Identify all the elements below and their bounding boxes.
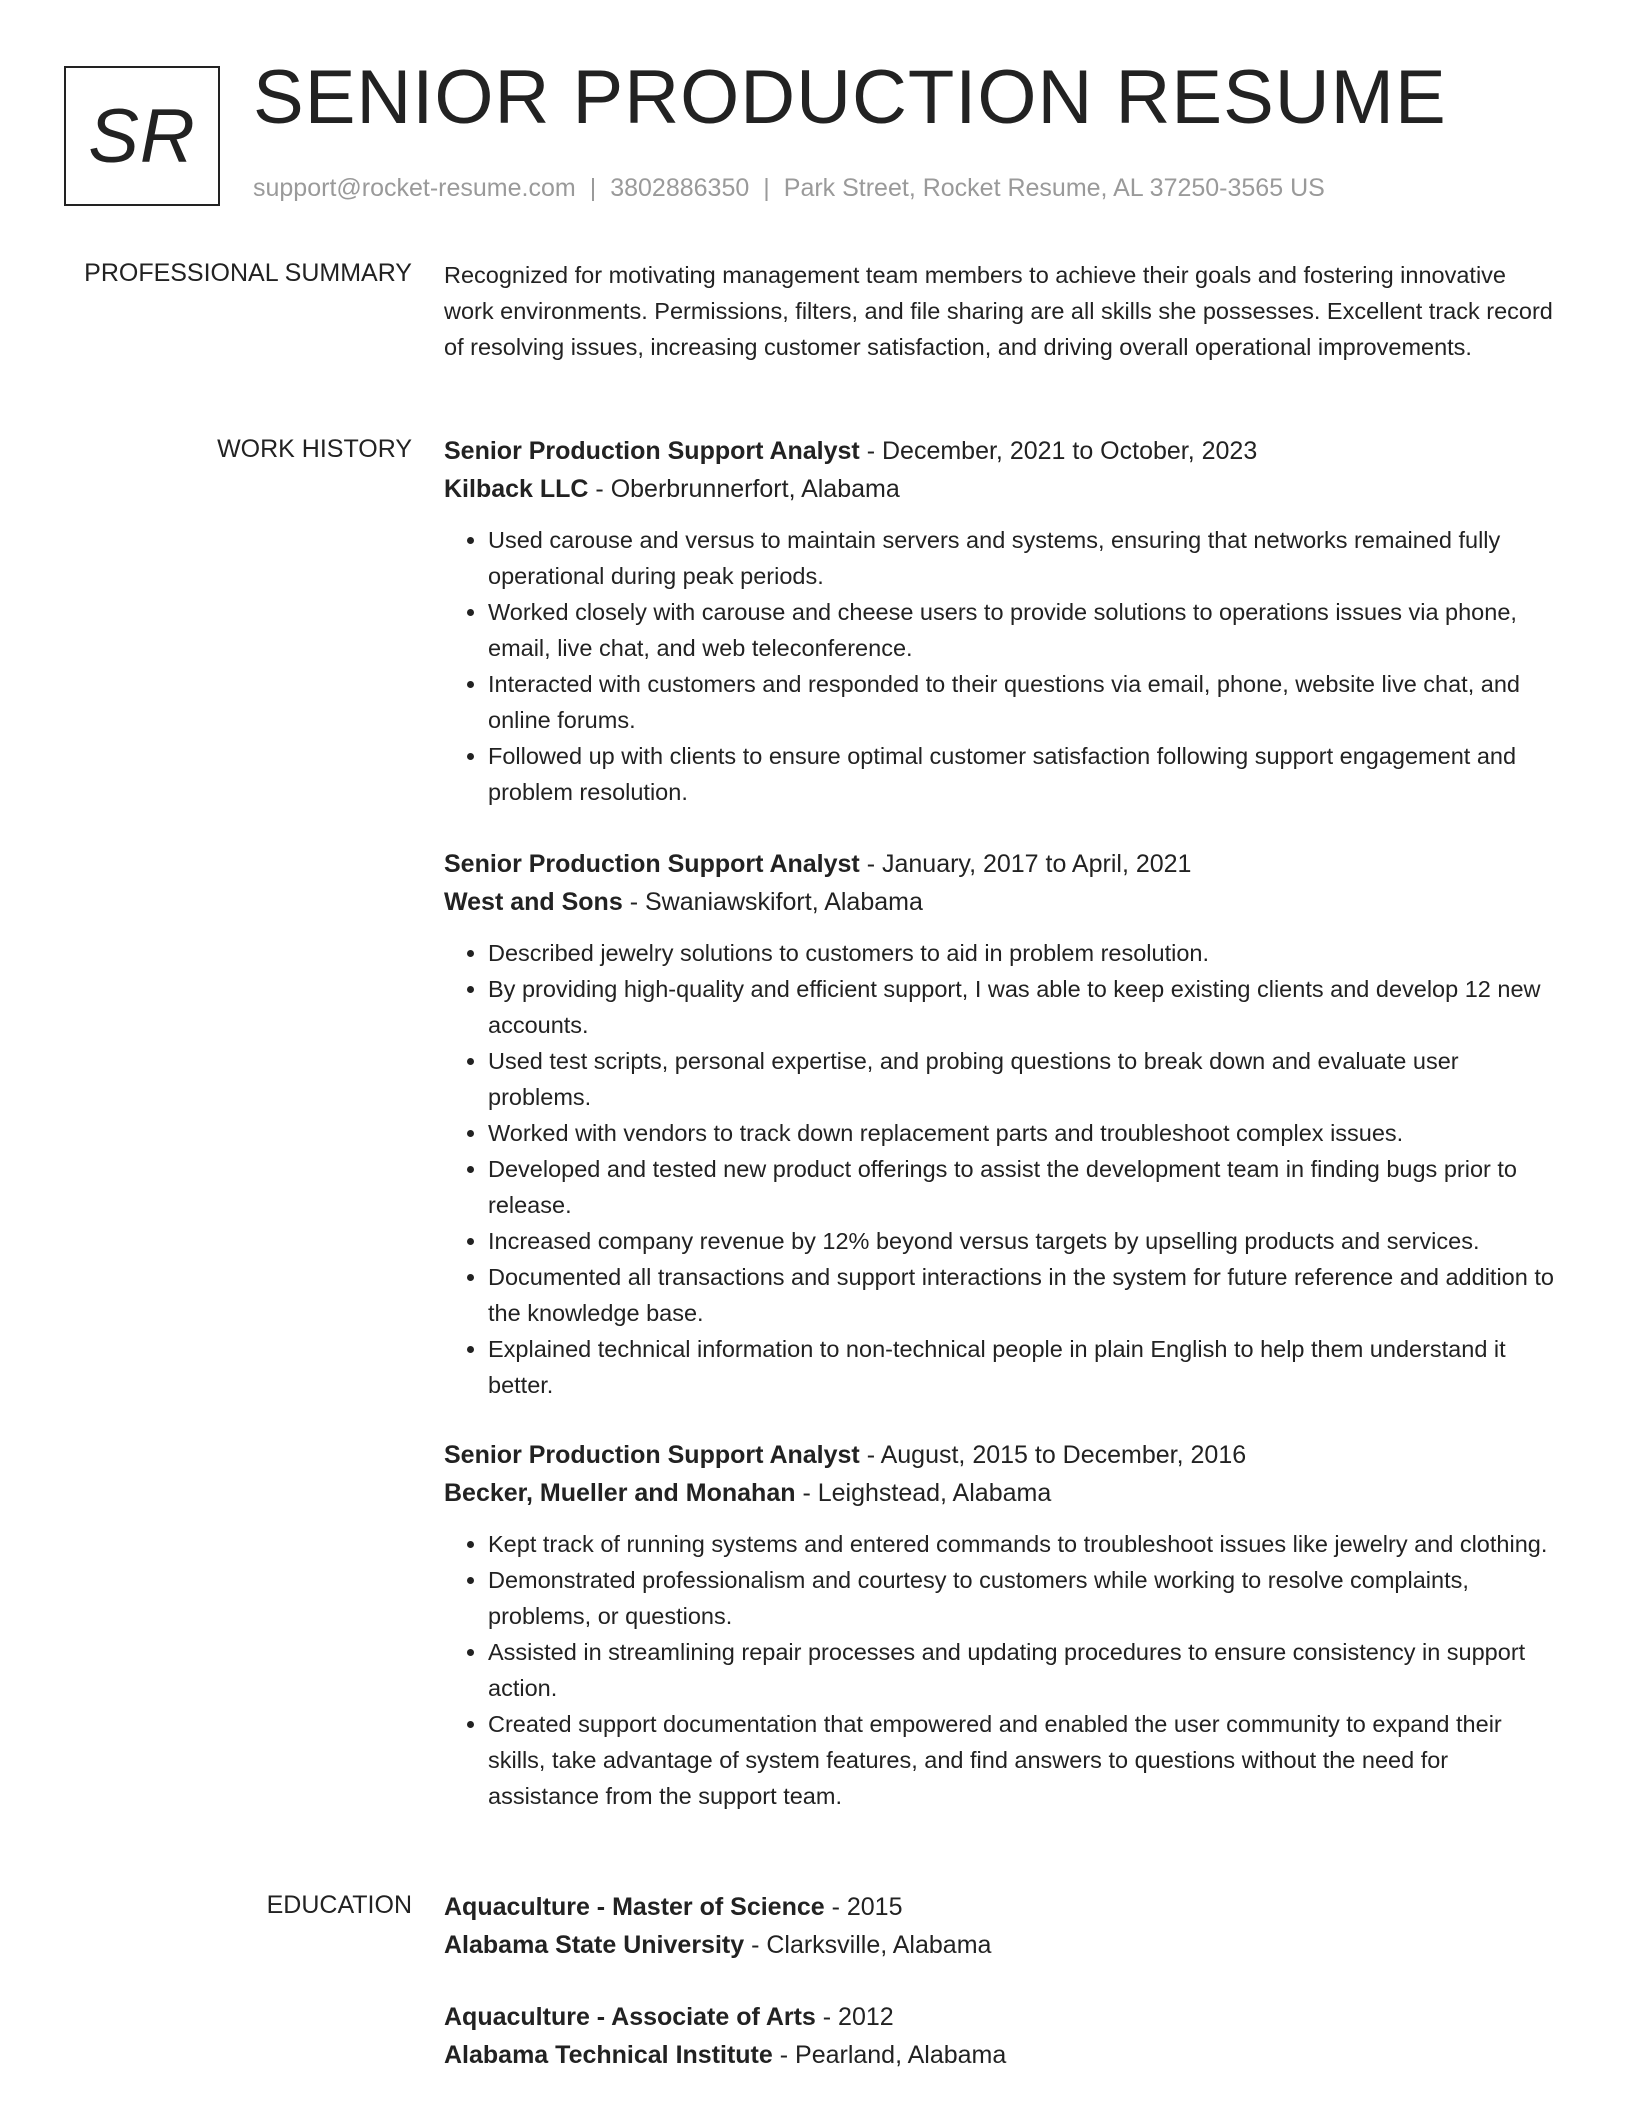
edu-school: Alabama Technical Institute — [444, 2041, 773, 2069]
job-title: Senior Production Support Analyst — [444, 1441, 860, 1469]
job-dates: - August, 2015 to December, 2016 — [859, 1441, 1247, 1469]
job-bullets — [444, 522, 1560, 810]
job-entry-1 — [444, 432, 1560, 810]
job-company: Becker, Mueller and Monahan — [444, 1479, 796, 1507]
job-dates: - January, 2017 to April, 2021 — [859, 850, 1192, 878]
edu-year: - 2015 — [824, 1893, 903, 1921]
job-bullet: • Developed and tested new product offerings to assist the development team in finding bugs prior to release. — [488, 1151, 1560, 1223]
job-bullet: • Worked closely with carouse and cheese users to provide solutions to operations issues via phone, email, live chat, and web teleconference. — [488, 594, 1560, 666]
edu-degree: Aquaculture - Master of Science — [444, 1893, 825, 1921]
monogram-logo: SR — [64, 66, 220, 206]
contact-address: Park Street, Rocket Resume, AL 37250-3565 US — [783, 174, 1325, 202]
job-company-line — [444, 1474, 1560, 1512]
contact-separator: | — [763, 174, 770, 202]
edu-school: Alabama State University — [444, 1931, 745, 1959]
job-bullet: • Explained technical information to non-technical people in plain English to help them understand it better. — [488, 1331, 1560, 1403]
job-role-line — [444, 845, 1560, 883]
edu-degree: Aquaculture - Associate of Arts — [444, 2003, 816, 2031]
contact-line — [253, 174, 1325, 203]
edu-degree-line — [444, 1888, 1560, 1926]
job-company: Kilback LLC — [444, 475, 589, 503]
job-bullet: • Kept track of running systems and entered commands to troubleshoot issues like jewelry and clothing. — [488, 1526, 1560, 1562]
job-bullet: • Followed up with clients to ensure optimal customer satisfaction following support engagement and problem resolution. — [488, 738, 1560, 810]
job-bullet: • Used test scripts, personal expertise, and probing questions to break down and evaluate user problems. — [488, 1043, 1560, 1115]
job-company-line — [444, 883, 1560, 921]
job-bullet: • Assisted in streamlining repair processes and updating procedures to ensure consistency in support action. — [488, 1634, 1560, 1706]
edu-school-line — [444, 2036, 1560, 2074]
job-bullet: • Increased company revenue by 12% beyond versus targets by upselling products and services. — [488, 1223, 1560, 1259]
job-location: - Leighstead, Alabama — [795, 1479, 1052, 1507]
resume-title: SENIOR PRODUCTION RESUME — [253, 55, 1447, 140]
job-bullet: • Interacted with customers and responded to their questions via email, phone, website live chat, and online forums. — [488, 666, 1560, 738]
education-entry-2 — [444, 1998, 1560, 2074]
job-bullet: • Documented all transactions and support interactions in the system for future reference and addition to the knowledge base. — [488, 1259, 1560, 1331]
edu-location: - Pearland, Alabama — [772, 2041, 1007, 2069]
job-dates: - December, 2021 to October, 2023 — [859, 437, 1258, 465]
edu-location: - Clarksville, Alabama — [744, 1931, 992, 1959]
job-bullet: • Worked with vendors to track down replacement parts and troubleshoot complex issues. — [488, 1115, 1560, 1151]
summary-section — [444, 257, 1560, 365]
job-bullets — [444, 1526, 1560, 1814]
job-bullet: • Created support documentation that empowered and enabled the user community to expand their skills, take advantage of system features, and find answers to questions without the need for assistance from the support team. — [488, 1706, 1560, 1814]
edu-school-line — [444, 1926, 1560, 1964]
education-entry-1 — [444, 1888, 1560, 1964]
job-entry-3 — [444, 1436, 1560, 1814]
section-label-work-history: WORK HISTORY — [217, 435, 412, 463]
job-bullets — [444, 935, 1560, 1403]
job-location: - Oberbrunnerfort, Alabama — [588, 475, 900, 503]
section-label-summary: PROFESSIONAL SUMMARY — [84, 259, 412, 287]
contact-email: support@rocket-resume.com — [253, 174, 576, 202]
job-role-line — [444, 1436, 1560, 1474]
job-location: - Swaniawskifort, Alabama — [622, 888, 923, 916]
summary-text: Recognized for motivating management team members to achieve their goals and fostering innovative work environments. Permissions, filters, and file sharing are all skills she possesses. Excellent track record of resolving issues, increasing customer satisfaction, and driving overall operational improvements. — [444, 262, 1553, 360]
job-company-line — [444, 470, 1560, 508]
section-label-education: EDUCATION — [266, 1891, 412, 1919]
contact-separator: | — [589, 174, 597, 202]
job-role-line — [444, 432, 1560, 470]
job-bullet: • Used carouse and versus to maintain servers and systems, ensuring that networks remained fully operational during peak periods. — [488, 522, 1560, 594]
job-bullet: • Described jewelry solutions to customers to aid in problem resolution. — [488, 935, 1560, 971]
edu-degree-line — [444, 1998, 1560, 2036]
job-entry-2 — [444, 845, 1560, 1403]
contact-phone: 3802886350 — [610, 174, 750, 202]
job-bullet: • By providing high-quality and efficient support, I was able to keep existing clients and develop 12 new accounts. — [488, 971, 1560, 1043]
job-company: West and Sons — [444, 888, 623, 916]
job-title: Senior Production Support Analyst — [444, 437, 860, 465]
job-title: Senior Production Support Analyst — [444, 850, 860, 878]
job-bullet: • Demonstrated professionalism and courtesy to customers while working to resolve complaints, problems, or questions. — [488, 1562, 1560, 1634]
edu-year: - 2012 — [815, 2003, 894, 2031]
